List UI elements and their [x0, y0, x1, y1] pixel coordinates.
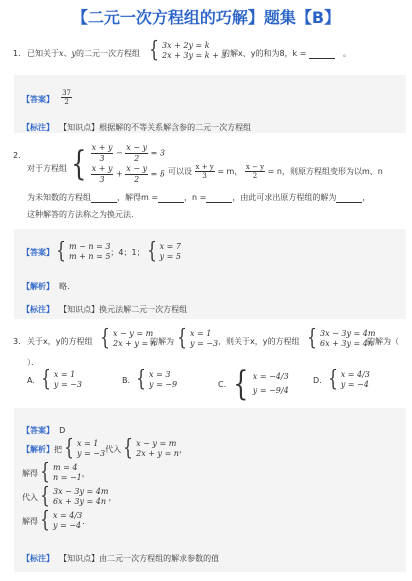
- note-label: 【标注】: [22, 554, 54, 563]
- q1-equation-system: { 3x + 2y = k 2x + 3y = k + 3: [149, 38, 227, 63]
- q3-answer-panel: 【答案】 D 【解析】 把 { x = 1 y = −3 代入 { x − y = m 2x + y = n ， 解得 { m = 4 n = −1 ， 代入 { 3x − 3y = 4m 6x + 3y = 4n ， 解得 { x = 4/3 y = −4 ． 【标注】 【知识点】由二元一次方程组的解求参数的值: [14, 408, 406, 572]
- brace-icon: {: [146, 239, 157, 264]
- analysis-label: 【解析】: [22, 282, 54, 291]
- q3-solution-system: { x = 1 y = −3: [177, 326, 219, 351]
- brace-icon: {: [149, 38, 159, 63]
- note-text: 【知识点】由二元一次方程组的解求参数的值: [59, 554, 220, 563]
- brace-icon: {: [71, 144, 87, 184]
- brace-icon: {: [327, 367, 338, 392]
- brace-icon: {: [100, 326, 110, 351]
- answer-label: 【答案】: [22, 95, 54, 104]
- q3-text-mid: 的解为: [150, 337, 174, 346]
- answer-label: 【答案】: [22, 247, 54, 257]
- q2-answer-panel: 【答案】 { m − n = 3 m + n = 5 ；4；1； { x = 7 y = 5 【解析】 略． 【标注】 【知识点】换元法解二元一次方程组: [14, 229, 406, 319]
- note-label: 【标注】: [22, 305, 54, 314]
- answer-text: D: [59, 426, 66, 435]
- q1-text-pre: 已知关于x、y的二元一次方程组: [27, 49, 141, 58]
- q1-text-post: 的解x、y的和为8，k = 。: [222, 49, 351, 58]
- q1-number: 1.: [13, 49, 21, 58]
- note-text: 【知识点】根据解的不等关系解含参的二元一次方程组: [59, 123, 252, 132]
- option-d[interactable]: D. { x = 4/3 y = −4: [313, 367, 370, 392]
- brace-icon: {: [136, 367, 146, 392]
- q2-text-line2: 为未知数的方程组 ，解得m = ，n = ，由此可求出原方程组的解为 ，: [27, 193, 371, 202]
- answer-fraction: $\frac{37}{2}$: [62, 89, 72, 106]
- q3-text-close: ）．: [27, 358, 39, 367]
- q2-text-line3: 这种解答的方法称之为换元法．: [27, 210, 139, 219]
- answer-blank: [206, 194, 232, 203]
- answer-blank: [158, 194, 184, 203]
- q3-equation-system-1: { x − y = m 2x + y = n: [100, 326, 156, 351]
- brace-icon: {: [307, 326, 317, 351]
- answer-blank: [91, 194, 117, 203]
- option-b[interactable]: B. { x = 3 y = −9: [122, 367, 178, 392]
- option-a[interactable]: A. { x = 1 y = −3: [27, 367, 82, 392]
- analysis-label: 【解析】: [22, 444, 54, 454]
- option-c[interactable]: C. { x = −4/3 y = −9/4: [218, 364, 289, 404]
- answer-blank: [336, 194, 362, 203]
- q3-text-pre: 关于x，y的方程组: [27, 337, 93, 346]
- brace-icon: {: [40, 484, 50, 509]
- brace-icon: {: [64, 436, 74, 461]
- q2-text-substitution: ，可以设 $\frac{x + y}{3}$ = m， $\frac{x - y}{2}$ = n，则原方程组变形为以m、n: [160, 163, 383, 180]
- q3-equation-system-2: { 3x − 3y = 4m 6x + 3y = 4n: [307, 326, 376, 351]
- q3-text-mid2: ，则关于x，y的方程组: [218, 337, 300, 346]
- note-label: 【标注】: [22, 123, 54, 132]
- brace-icon: {: [40, 508, 50, 533]
- brace-icon: {: [56, 239, 66, 264]
- q2-number: 2.: [13, 151, 21, 160]
- answer-values: ；4；1；: [110, 247, 145, 257]
- brace-icon: {: [123, 436, 134, 461]
- answer-label: 【答案】: [22, 426, 54, 435]
- brace-icon: {: [233, 364, 249, 404]
- page-title: 【二元一次方程组的巧解】题集【B】: [71, 8, 341, 27]
- brace-icon: {: [40, 367, 51, 392]
- answer-blank: [309, 50, 335, 59]
- q3-text-post: 的解为（: [367, 337, 399, 346]
- analysis-text: 略．: [59, 282, 76, 291]
- note-text: 【知识点】换元法解二元一次方程组: [59, 305, 188, 314]
- q2-equation-system: { $\frac{x + y}{3}$ − $\frac{x - y}{2}$ = 3 $\frac{x + y}{3}$ + $\frac{x - y}{2}$ = 5: [71, 143, 165, 184]
- q3-number: 3.: [13, 337, 21, 346]
- q1-answer-panel: [14, 75, 406, 133]
- q2-text-pre: 对于方程组: [27, 164, 67, 173]
- brace-icon: {: [40, 460, 50, 485]
- brace-icon: {: [177, 326, 187, 351]
